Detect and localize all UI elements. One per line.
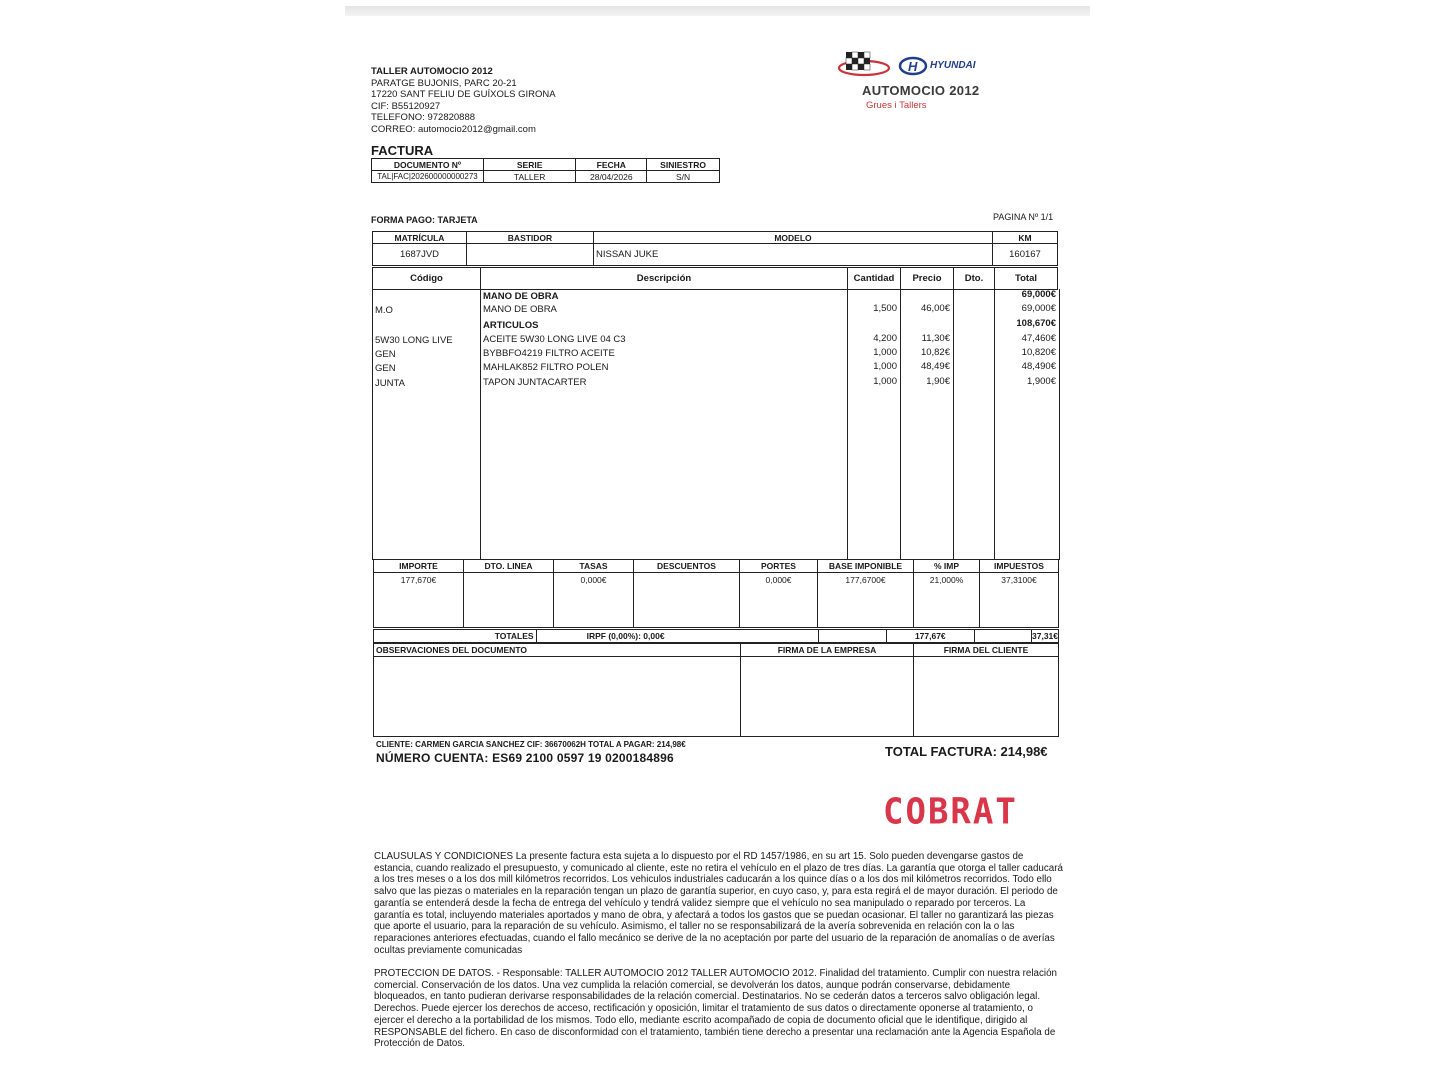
line-total: 10,820€ xyxy=(1021,347,1056,358)
line-total: 108,670€ xyxy=(1016,318,1056,329)
doc-number-label: DOCUMENTO Nº xyxy=(372,159,484,171)
col-descripcion: Descripción xyxy=(481,268,848,290)
line-code: GEN xyxy=(375,349,396,360)
col-cantidad: Cantidad xyxy=(848,268,901,290)
matricula-label: MATRÍCULA xyxy=(373,232,467,244)
paid-stamp: COBRAT xyxy=(883,791,1018,833)
serie-label: SERIE xyxy=(483,159,576,171)
observaciones-label: OBSERVACIONES DEL DOCUMENTO xyxy=(374,644,741,657)
line-qty: 4,200 xyxy=(873,333,897,344)
total-factura: TOTAL FACTURA: 214,98€ xyxy=(885,744,1048,759)
importe-label: IMPORTE xyxy=(374,560,464,573)
company-phone: TELEFONO: 972820888 xyxy=(371,112,476,123)
lines-header xyxy=(372,267,1058,290)
line-desc: ARTICULOS xyxy=(483,320,539,331)
line-qty: 1,500 xyxy=(873,303,897,314)
fecha: 28/04/2026 xyxy=(576,171,647,183)
portes: 0,000€ xyxy=(740,573,818,628)
company-info xyxy=(371,66,556,135)
doc-header-table xyxy=(371,158,720,183)
siniestro: S/N xyxy=(647,171,720,183)
modelo-label: MODELO xyxy=(594,232,993,244)
fecha-label: FECHA xyxy=(576,159,647,171)
km-label: KM xyxy=(993,232,1058,244)
totals-row xyxy=(373,629,1059,643)
serie: TALLER xyxy=(483,171,576,183)
portes-label: PORTES xyxy=(740,560,818,573)
col-total: Total xyxy=(995,268,1058,290)
line-price: 11,30€ xyxy=(921,333,950,344)
line-code: GEN xyxy=(375,363,396,374)
bastidor-label: BASTIDOR xyxy=(467,232,594,244)
line-desc: ACEITE 5W30 LONG LIVE 04 C3 xyxy=(483,334,626,345)
svg-text:H: H xyxy=(908,59,918,74)
line-price: 1,90€ xyxy=(926,376,950,387)
payment-method: FORMA PAGO: TARJETA xyxy=(371,215,478,225)
company-cif: CIF: B55120927 xyxy=(371,100,441,112)
importe: 177,670€ xyxy=(374,573,464,628)
firma-cliente-label: FIRMA DEL CLIENTE xyxy=(914,644,1059,657)
firma-empresa-box xyxy=(741,657,914,737)
line-desc: MANO DE OBRA xyxy=(483,291,559,302)
data-protection-paragraph: PROTECCION DE DATOS. - Responsable: TALLER AUTOMOCIO 2012 TALLER AUTOMOCIO 2012. Finalidad del tratamiento. Cumplir con nuestra relación comercial. Conservación de los datos. Una vez cumplida la relación comercial, se devolverán los datos, aunque podrán conservarse, debidamente bloqueados, en tanto pudieran derivarse responsabilidades de la relación comercial. Destinatarios. No se cederán datos a terceros salvo obligación legal. Derechos. Puede ejercer los derechos de acceso, rectificación y oposición, limitar el tratamiento de sus datos o directamente oponerse al tratamiento, o ejercer el derecho a la portabilidad de los mismos. Todo ello, mediante escrito acompañado de copia de documento oficial que le identifique, dirigido al RESPONSABLE del fichero. En caso de disconformidad con el tratamiento, también tiene derecho a presentar una reclamación ante la Agencia Española de Protección de Datos. xyxy=(374,968,1057,1050)
line-qty: 1,000 xyxy=(873,376,897,387)
terms-paragraph: CLAUSULAS Y CONDICIONES La presente factura esta sujeta a lo dispuesto por el RD 1457/1986, en su art 15. Solo pueden devengarse gastos de estancia, cuando realizado el presupuesto, y comunicado al cliente, este no retira el vehículo en el plazo de tres días. La garantía que otorga el taller caducará a los tres meses o a los dos mill kilómetros recorridos. Los vehiculos industriales caducarán a los quince días o a los dos mil kilómetros recorridos. Todo ello salvo que las piezas o materiales en la reparación tengan un plazo de garantía superior, en cuyo caso, y, para esta regirá el de mayor duración. El periodo de garantía se entenderá desde la fecha de entrega del vehículo y tendrá validez siempre que el vehículo no sea manipulado o reparado por terceros. La garantía es total, incluyendo materiales aportados y mano de obra, y afectará a todos los gastos que se puedan ocasionar. El taller no garantizará las piezas que aporte el usuario, para la reparación de su vehículo. Asimismo, el taller no se responsabilizará de la avería sobrevenida en relación con la o las reparaciones anteriores efectuadas, cuando el fallo mecánico se derive de la no aceptación por parte del usuario de la reparación de anomalías o de averías ocultas previamente comunicadas xyxy=(374,851,1063,956)
totales-label: TOTALES xyxy=(374,630,537,643)
impuestos: 37,3100€ xyxy=(980,573,1059,628)
modelo: NISSAN JUKE xyxy=(594,244,993,266)
account-line: NÚMERO CUENTA: ES69 2100 0597 19 0200184896 xyxy=(376,751,674,765)
base-imponible: 177,6700€ xyxy=(818,573,914,628)
line-price: 46,00€ xyxy=(920,303,950,314)
line-desc: BYBBFO4219 FILTRO ACEITE xyxy=(483,348,615,359)
firma-cliente-box xyxy=(914,657,1059,737)
col-dto: Dto. xyxy=(954,268,995,290)
totals-base: 177,67€ xyxy=(887,630,975,643)
client-line: CLIENTE: CARMEN GARCIA SANCHEZ CIF: 36670062H TOTAL A PAGAR: 214,98€ xyxy=(376,740,686,749)
matricula: 1687JVD xyxy=(373,244,467,266)
descuentos-label: DESCUENTOS xyxy=(634,560,740,573)
lines-body xyxy=(372,289,1060,560)
scan-edge xyxy=(345,6,1090,16)
partner-brand: HYUNDAI xyxy=(930,60,976,71)
line-price: 48,49€ xyxy=(920,361,950,372)
line-desc: MANO DE OBRA xyxy=(483,304,557,315)
line-price: 10,82€ xyxy=(920,347,950,358)
base-imponible-label: BASE IMPONIBLE xyxy=(818,560,914,573)
company-address-2: 17220 SANT FELIU DE GUÍXOLS GIRONA xyxy=(371,89,556,100)
logo-brand: AUTOMOCIO 2012 xyxy=(862,83,980,98)
col-codigo: Código xyxy=(373,268,481,290)
line-total: 1,900€ xyxy=(1026,376,1056,387)
pct-imp: 21,000% xyxy=(914,573,980,628)
dto-linea-label: DTO. LINEA xyxy=(464,560,554,573)
impuestos-label: IMPUESTOS xyxy=(980,560,1059,573)
irpf: IRPF (0,00%): 0,00€ xyxy=(536,630,819,643)
signature-table xyxy=(373,643,1059,737)
pct-imp-label: % IMP xyxy=(914,560,980,573)
doc-number: TAL|FAC|202600000000273 xyxy=(372,171,484,183)
company-address-1: PARATGE BUJONIS, PARC 20-21 xyxy=(371,77,517,89)
line-total: 47,460€ xyxy=(1021,333,1056,344)
siniestro-label: SINIESTRO xyxy=(647,159,720,171)
line-code: JUNTA xyxy=(375,378,405,389)
line-total: 48,490€ xyxy=(1021,361,1056,372)
doc-title: FACTURA xyxy=(371,143,434,158)
page-number: PAGINA Nº 1/1 xyxy=(993,212,1054,222)
line-qty: 1,000 xyxy=(873,347,897,358)
bastidor xyxy=(467,244,594,266)
line-code: M.O xyxy=(375,305,393,316)
line-desc: TAPON JUNTACARTER xyxy=(483,377,587,388)
summary-table xyxy=(373,559,1059,628)
line-qty: 1,000 xyxy=(873,361,897,372)
tasas: 0,000€ xyxy=(554,573,634,628)
logo-subtitle: Grues i Tallers xyxy=(866,100,927,111)
dto-linea xyxy=(464,573,554,628)
line-code: 5W30 LONG LIVE xyxy=(375,335,453,346)
vehicle-table xyxy=(372,231,1058,266)
observaciones-box xyxy=(374,657,741,737)
col-precio: Precio xyxy=(901,268,954,290)
line-total: 69,000€ xyxy=(1021,289,1056,300)
company-logo xyxy=(836,50,986,115)
line-desc: MAHLAK852 FILTRO POLEN xyxy=(483,362,609,373)
descuentos xyxy=(634,573,740,628)
firma-empresa-label: FIRMA DE LA EMPRESA xyxy=(741,644,914,657)
km: 160167 xyxy=(993,244,1058,266)
totals-tax: 37,31€ xyxy=(1032,631,1058,641)
line-total: 69,000€ xyxy=(1021,303,1056,314)
tasas-label: TASAS xyxy=(554,560,634,573)
company-name: TALLER AUTOMOCIO 2012 xyxy=(371,66,493,77)
company-email: CORREO: automocio2012@gmail.com xyxy=(371,123,536,135)
